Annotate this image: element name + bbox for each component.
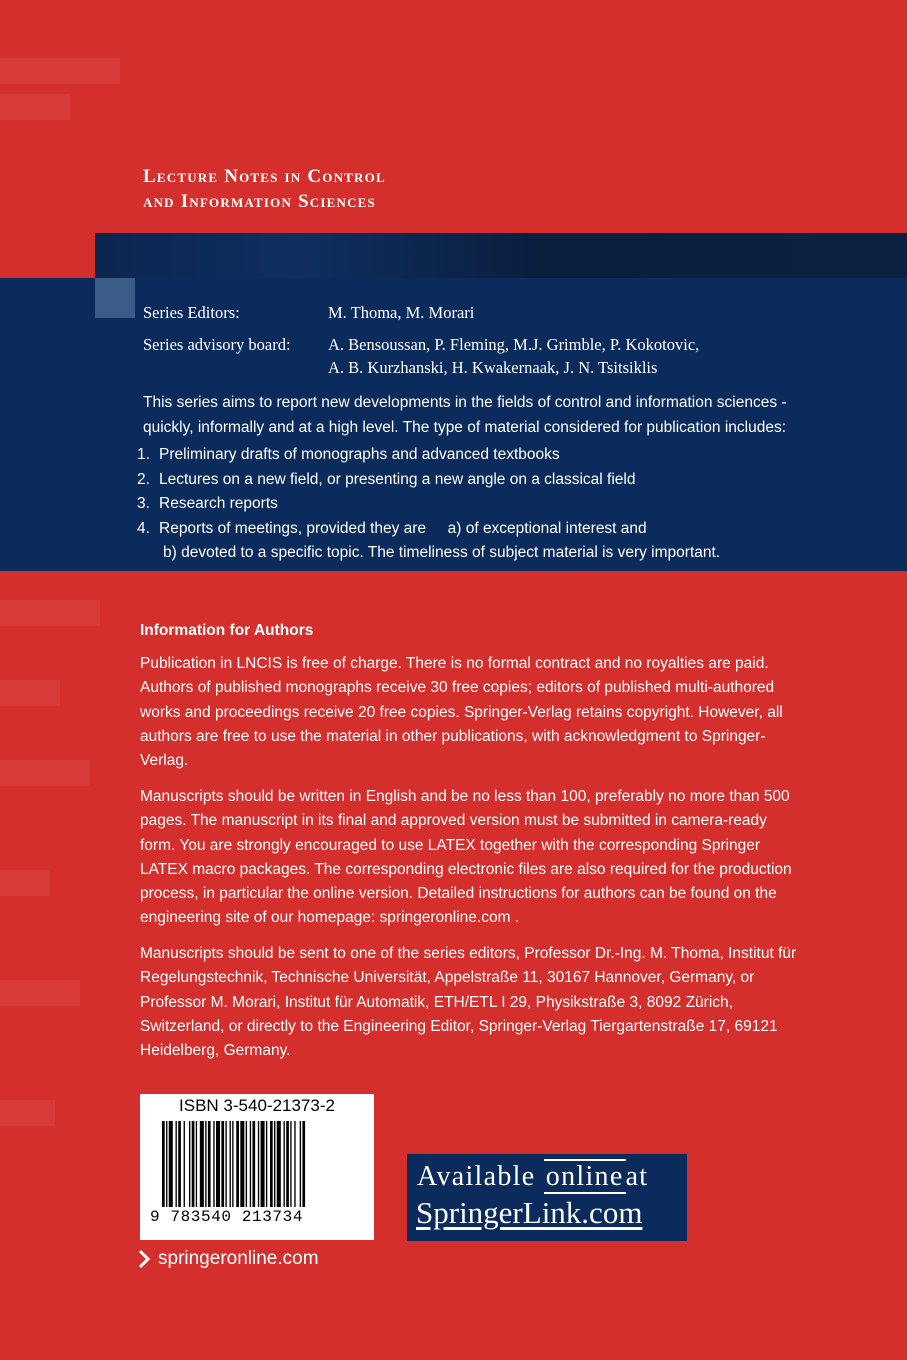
barcode-bar — [192, 1121, 195, 1207]
barcode-bar — [266, 1121, 267, 1207]
list-item — [137, 443, 560, 468]
barcode-bar — [236, 1121, 239, 1207]
barcode-bar — [277, 1121, 281, 1207]
list-item — [137, 492, 278, 517]
barcode-bar — [258, 1121, 259, 1207]
barcode-bar — [176, 1121, 177, 1207]
barcode-bar — [225, 1121, 226, 1207]
isbn-label: ISBN 3-540-21373-2 — [179, 1096, 335, 1115]
dark-band — [95, 233, 907, 278]
barcode-bar — [178, 1121, 181, 1207]
barcode-bar — [290, 1121, 291, 1207]
website-url: springeronline.com — [158, 1248, 319, 1269]
barcode-bar — [250, 1121, 251, 1207]
barcode-bar — [205, 1121, 206, 1207]
badge-line1 — [417, 1161, 648, 1193]
barcode-bar — [294, 1121, 295, 1207]
badge-springerlink-url: SpringerLink.com — [416, 1195, 643, 1230]
authors-paragraph-publication: Publication in LNCIS is free of charge. There is no formal contract and no royalties are paid. Authors of published monographs receive 30 free copies; editors of published multi-authored works and proceedings receive 20 free copies. Springer-Verlag retains copyright. However, all authors are free to use the material in other publications, with acknowledgment to Springer-Verlag. — [140, 655, 783, 770]
list-item-number: 3. — [137, 495, 150, 512]
advisory-board-label: Series advisory board: — [143, 335, 291, 354]
chevron-right-icon — [137, 1249, 152, 1269]
badge-word-online: online — [545, 1161, 624, 1192]
barcode-bar — [270, 1121, 273, 1207]
decorative-stripe — [0, 760, 90, 786]
series-description-line1: This series aims to report new developments in the fields of control and information sciences - — [143, 394, 787, 411]
isbn-barcode — [140, 1094, 374, 1240]
series-editors-value: M. Thoma, M. Morari — [328, 303, 475, 322]
barcode-bar — [302, 1121, 305, 1207]
barcode-bar — [240, 1121, 244, 1207]
list-item-continuation — [163, 541, 720, 566]
barcode-bar — [230, 1121, 231, 1207]
list-item-text: Lectures on a new field, or presenting a new angle on a classical field — [159, 471, 636, 488]
list-item-text: Research reports — [159, 495, 278, 512]
badge-word-available: Available — [417, 1161, 536, 1192]
list-item-text: Reports of meetings, provided they are a) of exceptional interest and — [159, 520, 647, 537]
decorative-stripe — [0, 870, 50, 896]
barcode-bar — [216, 1121, 220, 1207]
barcode-bar — [213, 1121, 214, 1207]
info-for-authors-heading: Information for Authors — [140, 622, 314, 639]
authors-paragraph-submission: Manuscripts should be sent to one of the series editors, Professor Dr.-Ing. M. Thoma, Institut für Regelungstechnik, Technische Universität, Appelstraße 11, 30167 Hannover, Germany, or Professor M. Morari, Institut für Automatik, ETH/ETL I 29, Physikstraße 3, 8092 Zürich, Switzerland, or directly to the Engineering Editor, Springer-Verlag Tiergartenstraße 17, 69121 Heidelberg, Germany. — [140, 945, 797, 1060]
barcode-bar — [284, 1121, 285, 1207]
springerlink-badge[interactable] — [407, 1154, 687, 1241]
barcode-digits: 9 783540 213734 — [150, 1208, 304, 1226]
series-title-line1: Lecture Notes in Control — [143, 166, 386, 187]
decorative-stripe — [0, 94, 70, 120]
barcode-bar — [221, 1121, 224, 1207]
list-item-text: Preliminary drafts of monographs and advanced textbooks — [159, 446, 560, 463]
list-item-number: 1. — [137, 446, 150, 463]
barcode-bar — [200, 1121, 204, 1207]
barcode-bar — [196, 1121, 197, 1207]
badge-word-at: at — [625, 1161, 649, 1192]
barcode-bar — [246, 1121, 247, 1207]
list-item — [137, 517, 647, 542]
barcode-bar — [169, 1121, 173, 1207]
series-description — [143, 391, 803, 440]
barcode-bar — [252, 1121, 255, 1207]
list-item-number: 2. — [137, 471, 150, 488]
advisory-board-value: A. Bensoussan, P. Fleming, M.J. Grimble, P. Kokotovic, — [328, 335, 700, 354]
series-description-line2: quickly, informally and at a high level. The type of material considered for publication includes: — [143, 418, 787, 436]
list-item-continuation-text: b) devoted to a specific topic. The timeliness of subject material is very important. — [163, 544, 721, 561]
advisory-board-value-continued: A. B. Kurzhanski, H. Kwakernaak, J. N. Tsitsiklis — [328, 358, 658, 377]
website-link[interactable] — [137, 1248, 319, 1270]
barcode-bar — [300, 1121, 301, 1207]
list-item — [137, 468, 635, 493]
decorative-stripe — [0, 600, 100, 626]
barcode-bar — [232, 1121, 233, 1207]
barcode-bar — [261, 1121, 265, 1207]
decorative-stripe — [0, 980, 80, 1006]
authors-paragraph-manuscripts: Manuscripts should be written in English and be no less than 100, preferably no more than 500 pages. The manuscript in its final and approved version must be submitted in camera-ready form. You are strongly encouraged to use LATEX together with the corresponding Springer LATEX macro packages. The corresponding electronic files are also required for the production process, in particular the online version. Detailed instructions for authors can be found on the engineering site of our homepage: springeronline.com . — [140, 788, 792, 927]
barcode-bar — [184, 1121, 185, 1207]
series-editors-label: Series Editors: — [143, 303, 240, 322]
series-title-line2: and Information Sciences — [143, 191, 376, 212]
barcode-bar — [286, 1121, 289, 1207]
barcode-bar — [274, 1121, 275, 1207]
accent-square — [95, 278, 135, 318]
barcode-bar — [162, 1121, 165, 1207]
decorative-stripe — [0, 58, 120, 84]
series-title — [143, 164, 386, 214]
barcode-bar — [208, 1121, 211, 1207]
decorative-stripe — [0, 1100, 55, 1126]
list-item-number: 4. — [137, 520, 150, 537]
barcode-bar — [166, 1121, 167, 1207]
barcode-bar — [189, 1121, 190, 1207]
decorative-stripe — [0, 680, 60, 706]
barcode-bars — [162, 1121, 352, 1207]
